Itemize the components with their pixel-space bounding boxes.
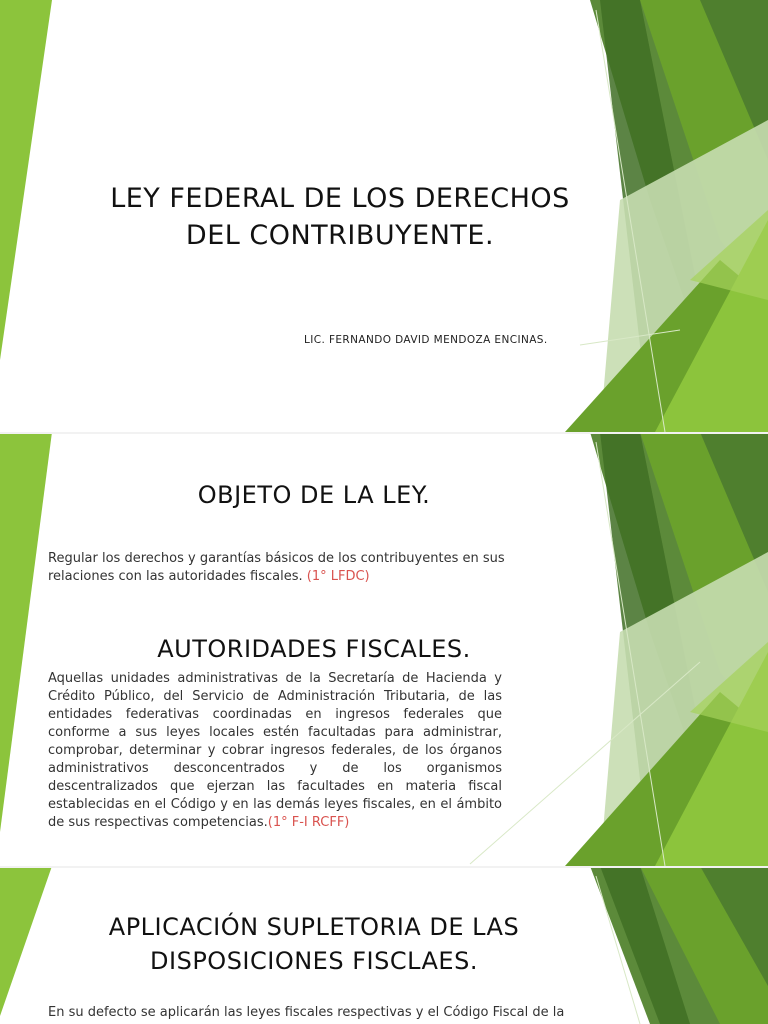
title-line-1: LEY FEDERAL DE LOS DERECHOS (110, 183, 570, 214)
reference-rcff: (1° F-I RCFF) (267, 815, 350, 830)
title-line-2: DEL CONTRIBUYENTE. (185, 220, 495, 251)
author-name: LIC. FERNANDO DAVID MENDOZA ENCINAS. (304, 334, 548, 346)
reference-lfdc: (1° LFDC) (306, 569, 370, 584)
slide-separator (0, 432, 768, 434)
paragraph-objeto-text: Regular los derechos y garantías básicos de los contribuyentes en sus relaciones con las autoridades fiscales. (48, 551, 505, 584)
heading-autoridades: AUTORIDADES FISCALES. (157, 635, 471, 663)
paragraph-aplicacion: En su defecto se aplicarán las leyes fiscales respectivas y el Código Fiscal de la (48, 1005, 565, 1020)
slide-aplicacion-supletoria (0, 866, 768, 1024)
heading-aplicacion (0, 910, 628, 978)
slide-objeto-autoridades (0, 432, 768, 866)
paragraph-objeto (48, 550, 508, 586)
paragraph-autoridades-text: Aquellas unidades administrativas de la Secretaría de Hacienda y Crédito Público, del Servicio de Administración Tributaria, de las entidades federativas coordinadas en ingresos federales que conforme a sus leyes locales estén facultadas para administrar, comprobar, determinar y cobrar ingresos federales, de los órganos administrativos desconcentrados y de los organismos descentralizados que ejerzan las facultades en materia fiscal establecidas en el Código y en las demás leyes fiscales, en el ámbito de sus respectivas competencias. (48, 671, 502, 830)
paragraph-autoridades (48, 670, 502, 832)
heading-aplicacion-line-1: APLICACIÓN SUPLETORIA DE LAS (108, 913, 520, 941)
presentation-title (60, 180, 620, 254)
slide-separator (0, 866, 768, 868)
heading-objeto: OBJETO DE LA LEY. (197, 481, 431, 509)
slide-title (0, 0, 768, 432)
heading-aplicacion-line-2: DISPOSICIONES FISCLAES. (150, 947, 478, 975)
